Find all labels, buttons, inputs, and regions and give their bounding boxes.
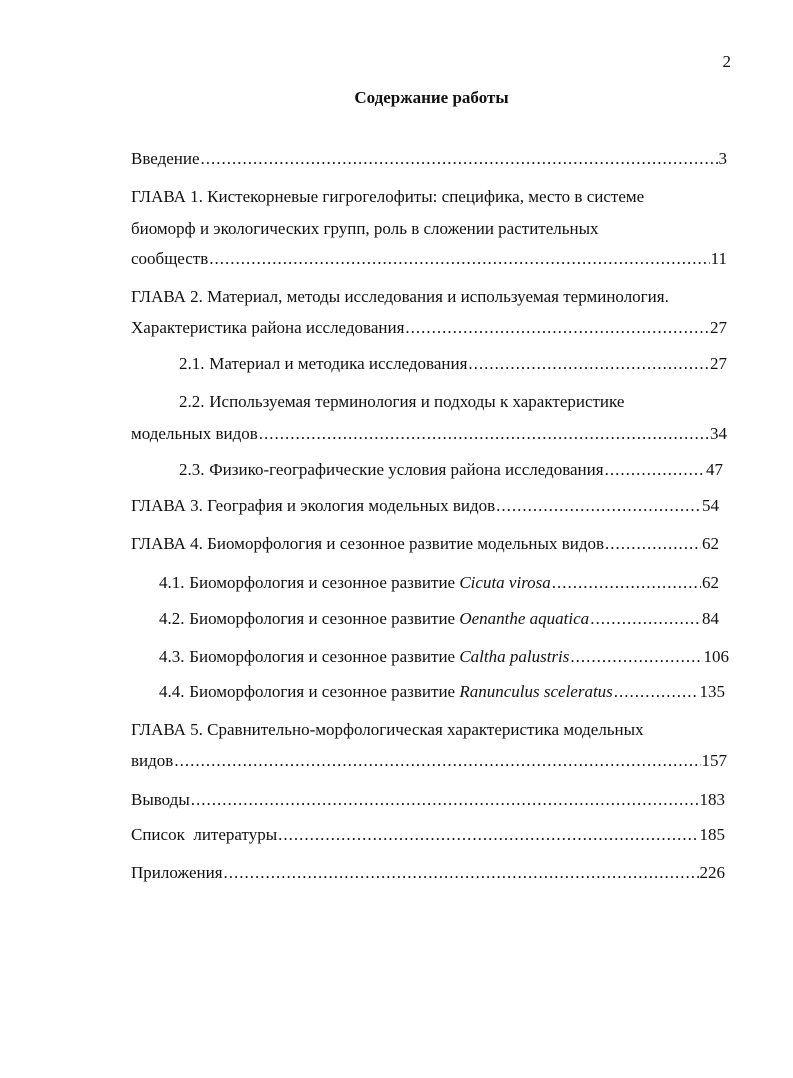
toc-entry-ch1-line2[interactable]	[131, 219, 727, 241]
toc-entry-ch5[interactable]	[131, 751, 727, 773]
leader-dots	[605, 460, 705, 480]
toc-entry-text: Физико-географические условия района исследования	[209, 460, 604, 479]
section-number: 4.4.	[159, 682, 185, 701]
toc-entry-text: видов	[131, 751, 174, 770]
section-number: 4.2.	[159, 609, 185, 628]
species-name: Oenanthe aquatica	[459, 609, 590, 628]
toc-page-number: 226	[699, 863, 725, 882]
species-name: Caltha palustris	[459, 647, 570, 666]
leader-dots	[405, 318, 709, 338]
toc-page-number: 185	[699, 825, 725, 844]
toc-entry-text: ГЛАВА 3. География и экология модельных видов	[131, 496, 496, 515]
toc-page-number: 27	[710, 354, 727, 373]
toc-entry-text: Биоморфология и сезонное развитие	[189, 682, 456, 701]
toc-entry-ch1-line1[interactable]	[131, 187, 727, 209]
toc-entry-2-1[interactable]	[179, 354, 727, 376]
toc-entry-ch1[interactable]	[131, 249, 727, 271]
species-name: Cicuta virosa	[459, 573, 551, 592]
toc-entry-text: сообществ	[131, 249, 209, 268]
toc-entry-text: ГЛАВА 5. Сравнительно-морфологическая характеристика модельных	[131, 720, 644, 739]
toc-entry-4-4[interactable]	[159, 682, 725, 704]
toc-entry-ch2[interactable]	[131, 318, 727, 340]
leader-dots	[605, 534, 701, 554]
page-number: 2	[722, 52, 731, 71]
toc-entry-ch3[interactable]	[131, 496, 719, 518]
leader-dots	[570, 647, 702, 667]
toc-entry-references[interactable]	[131, 825, 725, 847]
toc-page-number: 62	[702, 573, 719, 592]
toc-entry-text: Введение	[131, 149, 200, 168]
leader-dots	[209, 249, 709, 269]
toc-title: Содержание работы	[354, 88, 509, 107]
section-number: 2.2.	[179, 392, 205, 411]
leader-dots	[590, 609, 701, 629]
section-number: 2.1.	[179, 354, 205, 373]
toc-page-number: 183	[699, 790, 725, 809]
species-name: Ranunculus sceleratus	[459, 682, 613, 701]
toc-page-number: 11	[710, 249, 727, 268]
section-number: 2.3.	[179, 460, 205, 479]
toc-entry-text: ГЛАВА 1. Кистекорневые гигрогелофиты: специфика, место в системе	[131, 187, 645, 206]
toc-entry-4-2[interactable]	[159, 609, 719, 631]
toc-entry-text: модельных видов	[131, 424, 258, 443]
leader-dots	[614, 682, 699, 702]
leader-dots	[201, 149, 718, 169]
toc-entry-text: Выводы	[131, 790, 190, 809]
leader-dots	[259, 424, 709, 444]
toc-entry-2-3[interactable]	[179, 460, 723, 482]
toc-entry-ch2-line1[interactable]	[131, 287, 727, 309]
leader-dots	[278, 825, 698, 845]
toc-page-number: 62	[702, 534, 719, 553]
toc-entry-2-2-line1[interactable]	[179, 392, 727, 414]
toc-entry-text: Характеристика района исследования	[131, 318, 405, 337]
toc-page-number: 54	[702, 496, 719, 515]
toc-entry-text: биоморф и экологических групп, роль в сложении растительных	[131, 219, 599, 238]
toc-page-number: 157	[701, 751, 727, 770]
toc-entry-text: ГЛАВА 4. Биоморфология и сезонное развитие модельных видов	[131, 534, 605, 553]
toc-entry-conclusions[interactable]	[131, 790, 725, 812]
toc-entry-text: Биоморфология и сезонное развитие	[189, 609, 456, 628]
toc-entry-4-1[interactable]	[159, 573, 719, 595]
toc-entry-text: Приложения	[131, 863, 223, 882]
leader-dots	[468, 354, 709, 374]
toc-entry-text: Биоморфология и сезонное развитие	[189, 647, 456, 666]
toc-page-number: 84	[702, 609, 719, 628]
leader-dots	[174, 751, 700, 771]
leader-dots	[224, 863, 699, 883]
toc-page-number: 27	[710, 318, 727, 337]
toc-entry-text: Биоморфология и сезонное развитие	[189, 573, 456, 592]
toc-entry-intro[interactable]	[131, 149, 727, 171]
section-number: 4.3.	[159, 647, 185, 666]
toc-page-number: 47	[706, 460, 723, 479]
toc-entry-ch5-line1[interactable]	[131, 720, 727, 742]
toc-page-number: 34	[710, 424, 727, 443]
toc-page-number: 106	[703, 647, 729, 666]
leader-dots	[496, 496, 701, 516]
toc-entry-ch4[interactable]	[131, 534, 719, 556]
toc-entry-text: ГЛАВА 2. Материал, методы исследования и используемая терминология.	[131, 287, 669, 306]
toc-page-number: 135	[699, 682, 725, 701]
toc-page-number: 3	[718, 149, 727, 168]
toc-entry-4-3[interactable]	[159, 647, 729, 669]
toc-entry-text: Список литературы	[131, 825, 278, 844]
toc-entry-text: Используемая терминология и подходы к характеристике	[209, 392, 625, 411]
toc-entry-text: Материал и методика исследования	[209, 354, 468, 373]
leader-dots	[552, 573, 701, 593]
leader-dots	[191, 790, 699, 810]
section-number: 4.1.	[159, 573, 185, 592]
toc-entry-appendices[interactable]	[131, 863, 725, 885]
toc-entry-2-2[interactable]	[131, 424, 727, 446]
